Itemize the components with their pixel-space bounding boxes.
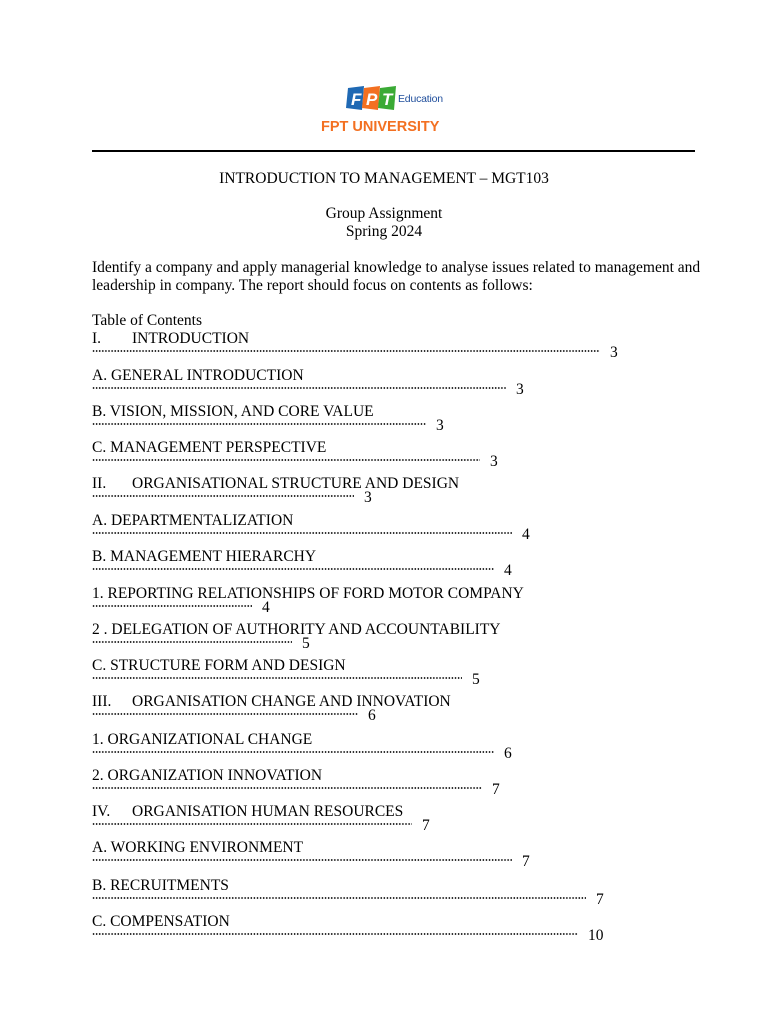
toc-entry-title: A. WORKING ENVIRONMENT — [92, 839, 304, 856]
toc-entry-number: I. — [92, 330, 102, 347]
toc-page-number: 7 — [596, 891, 604, 908]
toc-entry-title: INTRODUCTION — [132, 330, 250, 347]
toc-entry-heading — [92, 585, 524, 603]
toc-entry-heading — [92, 803, 403, 821]
toc-dot-leader — [92, 532, 512, 534]
assignment-term: Spring 2024 — [345, 223, 423, 240]
toc-page-number: 4 — [522, 526, 530, 543]
logo-letter-f: F — [351, 90, 362, 109]
toc-entry-title: B. MANAGEMENT HIERARCHY — [92, 548, 317, 565]
toc-page-number: 5 — [472, 671, 480, 688]
fpt-logo-icon — [344, 84, 400, 114]
course-title: INTRODUCTION TO MANAGEMENT – MGT103 — [219, 170, 549, 187]
toc-entry-title: 1. ORGANIZATIONAL CHANGE — [92, 731, 313, 748]
toc-entry-heading — [92, 403, 374, 421]
toc-entry-title: 1. REPORTING RELATIONSHIPS OF FORD MOTOR COMPANY — [92, 585, 524, 602]
toc-entry-title: B. RECRUITMENTS — [92, 877, 229, 894]
toc-entry-heading — [92, 330, 249, 348]
toc-entry-title: ORGANISATION CHANGE AND INNOVATION — [132, 693, 451, 710]
toc-entry-title: C. STRUCTURE FORM AND DESIGN — [92, 657, 346, 674]
toc-dot-leader — [92, 859, 512, 861]
toc-dot-leader — [92, 933, 578, 935]
toc-entry-title: A. DEPARTMENTALIZATION — [92, 512, 294, 529]
toc-entry-number: II. — [92, 475, 107, 492]
toc-entry-title: A. GENERAL INTRODUCTION — [92, 367, 304, 384]
toc-page-number: 4 — [262, 599, 270, 616]
toc-entry-heading — [92, 475, 459, 493]
toc-entry-heading — [92, 767, 322, 785]
header-divider — [92, 150, 695, 152]
logo-tagline: Education — [398, 93, 443, 105]
logo-letter-t: T — [382, 90, 393, 109]
toc-entry-heading — [92, 839, 303, 857]
toc-page-number: 7 — [522, 853, 530, 870]
toc-dot-leader — [92, 897, 586, 899]
toc-entry-heading — [92, 512, 293, 530]
toc-dot-leader — [92, 350, 600, 352]
instructions-paragraph: Identify a company and apply managerial knowledge to analyse issues related to management and leadership in company. The report should focus on contents as follows: — [92, 259, 701, 294]
toc-dot-leader — [92, 641, 292, 643]
toc-entry-heading — [92, 439, 326, 457]
toc-page-number: 4 — [504, 562, 512, 579]
toc-entry-title: 2 . DELEGATION OF AUTHORITY AND ACCOUNTABILITY — [92, 621, 501, 638]
toc-entry-heading — [92, 621, 500, 639]
university-name: FPT UNIVERSITY — [321, 119, 440, 135]
toc-entry-title: ORGANISATIONAL STRUCTURE AND DESIGN — [132, 475, 460, 492]
toc-entry-title: C. COMPENSATION — [92, 913, 230, 930]
toc-entry-number: III. — [92, 693, 112, 710]
logo-letter-p: P — [366, 90, 378, 109]
toc-page-number: 3 — [436, 417, 444, 434]
toc-entry-heading — [92, 693, 451, 711]
toc-page-number: 10 — [588, 927, 604, 944]
toc-page-number: 5 — [302, 635, 310, 652]
toc-dot-leader — [92, 677, 462, 679]
toc-page-number: 6 — [368, 707, 376, 724]
toc-entry-number: IV. — [92, 803, 111, 820]
fpt-education-logo — [321, 84, 469, 140]
toc-dot-leader — [92, 751, 494, 753]
toc-page-number: 7 — [422, 817, 430, 834]
toc-dot-leader — [92, 605, 252, 607]
toc-entry-heading — [92, 657, 346, 675]
toc-entry-heading — [92, 367, 304, 385]
toc-entry-title: 2. ORGANIZATION INNOVATION — [92, 767, 323, 784]
toc-entry-title: C. MANAGEMENT PERSPECTIVE — [92, 439, 327, 456]
toc-page-number: 3 — [610, 344, 618, 361]
toc-entry-heading — [92, 548, 316, 566]
toc-dot-leader — [92, 495, 354, 497]
toc-dot-leader — [92, 387, 506, 389]
toc-dot-leader — [92, 568, 494, 570]
toc-dot-leader — [92, 713, 358, 715]
toc-dot-leader — [92, 787, 482, 789]
toc-entry-title: ORGANISATION HUMAN RESOURCES — [132, 803, 404, 820]
toc-entry-heading — [92, 913, 230, 931]
toc-entry-heading — [92, 877, 229, 895]
toc-page-number: 3 — [364, 489, 372, 506]
toc-page-number: 6 — [504, 745, 512, 762]
assignment-type: Group Assignment — [325, 205, 443, 222]
toc-page-number: 3 — [516, 381, 524, 398]
toc-dot-leader — [92, 423, 426, 425]
toc-dot-leader — [92, 459, 480, 461]
toc-title: Table of Contents — [92, 312, 202, 329]
toc-entry-title: B. VISION, MISSION, AND CORE VALUE — [92, 403, 374, 420]
toc-page-number: 3 — [490, 453, 498, 470]
toc-page-number: 7 — [492, 781, 500, 798]
toc-dot-leader — [92, 823, 412, 825]
toc-entry-heading — [92, 731, 312, 749]
